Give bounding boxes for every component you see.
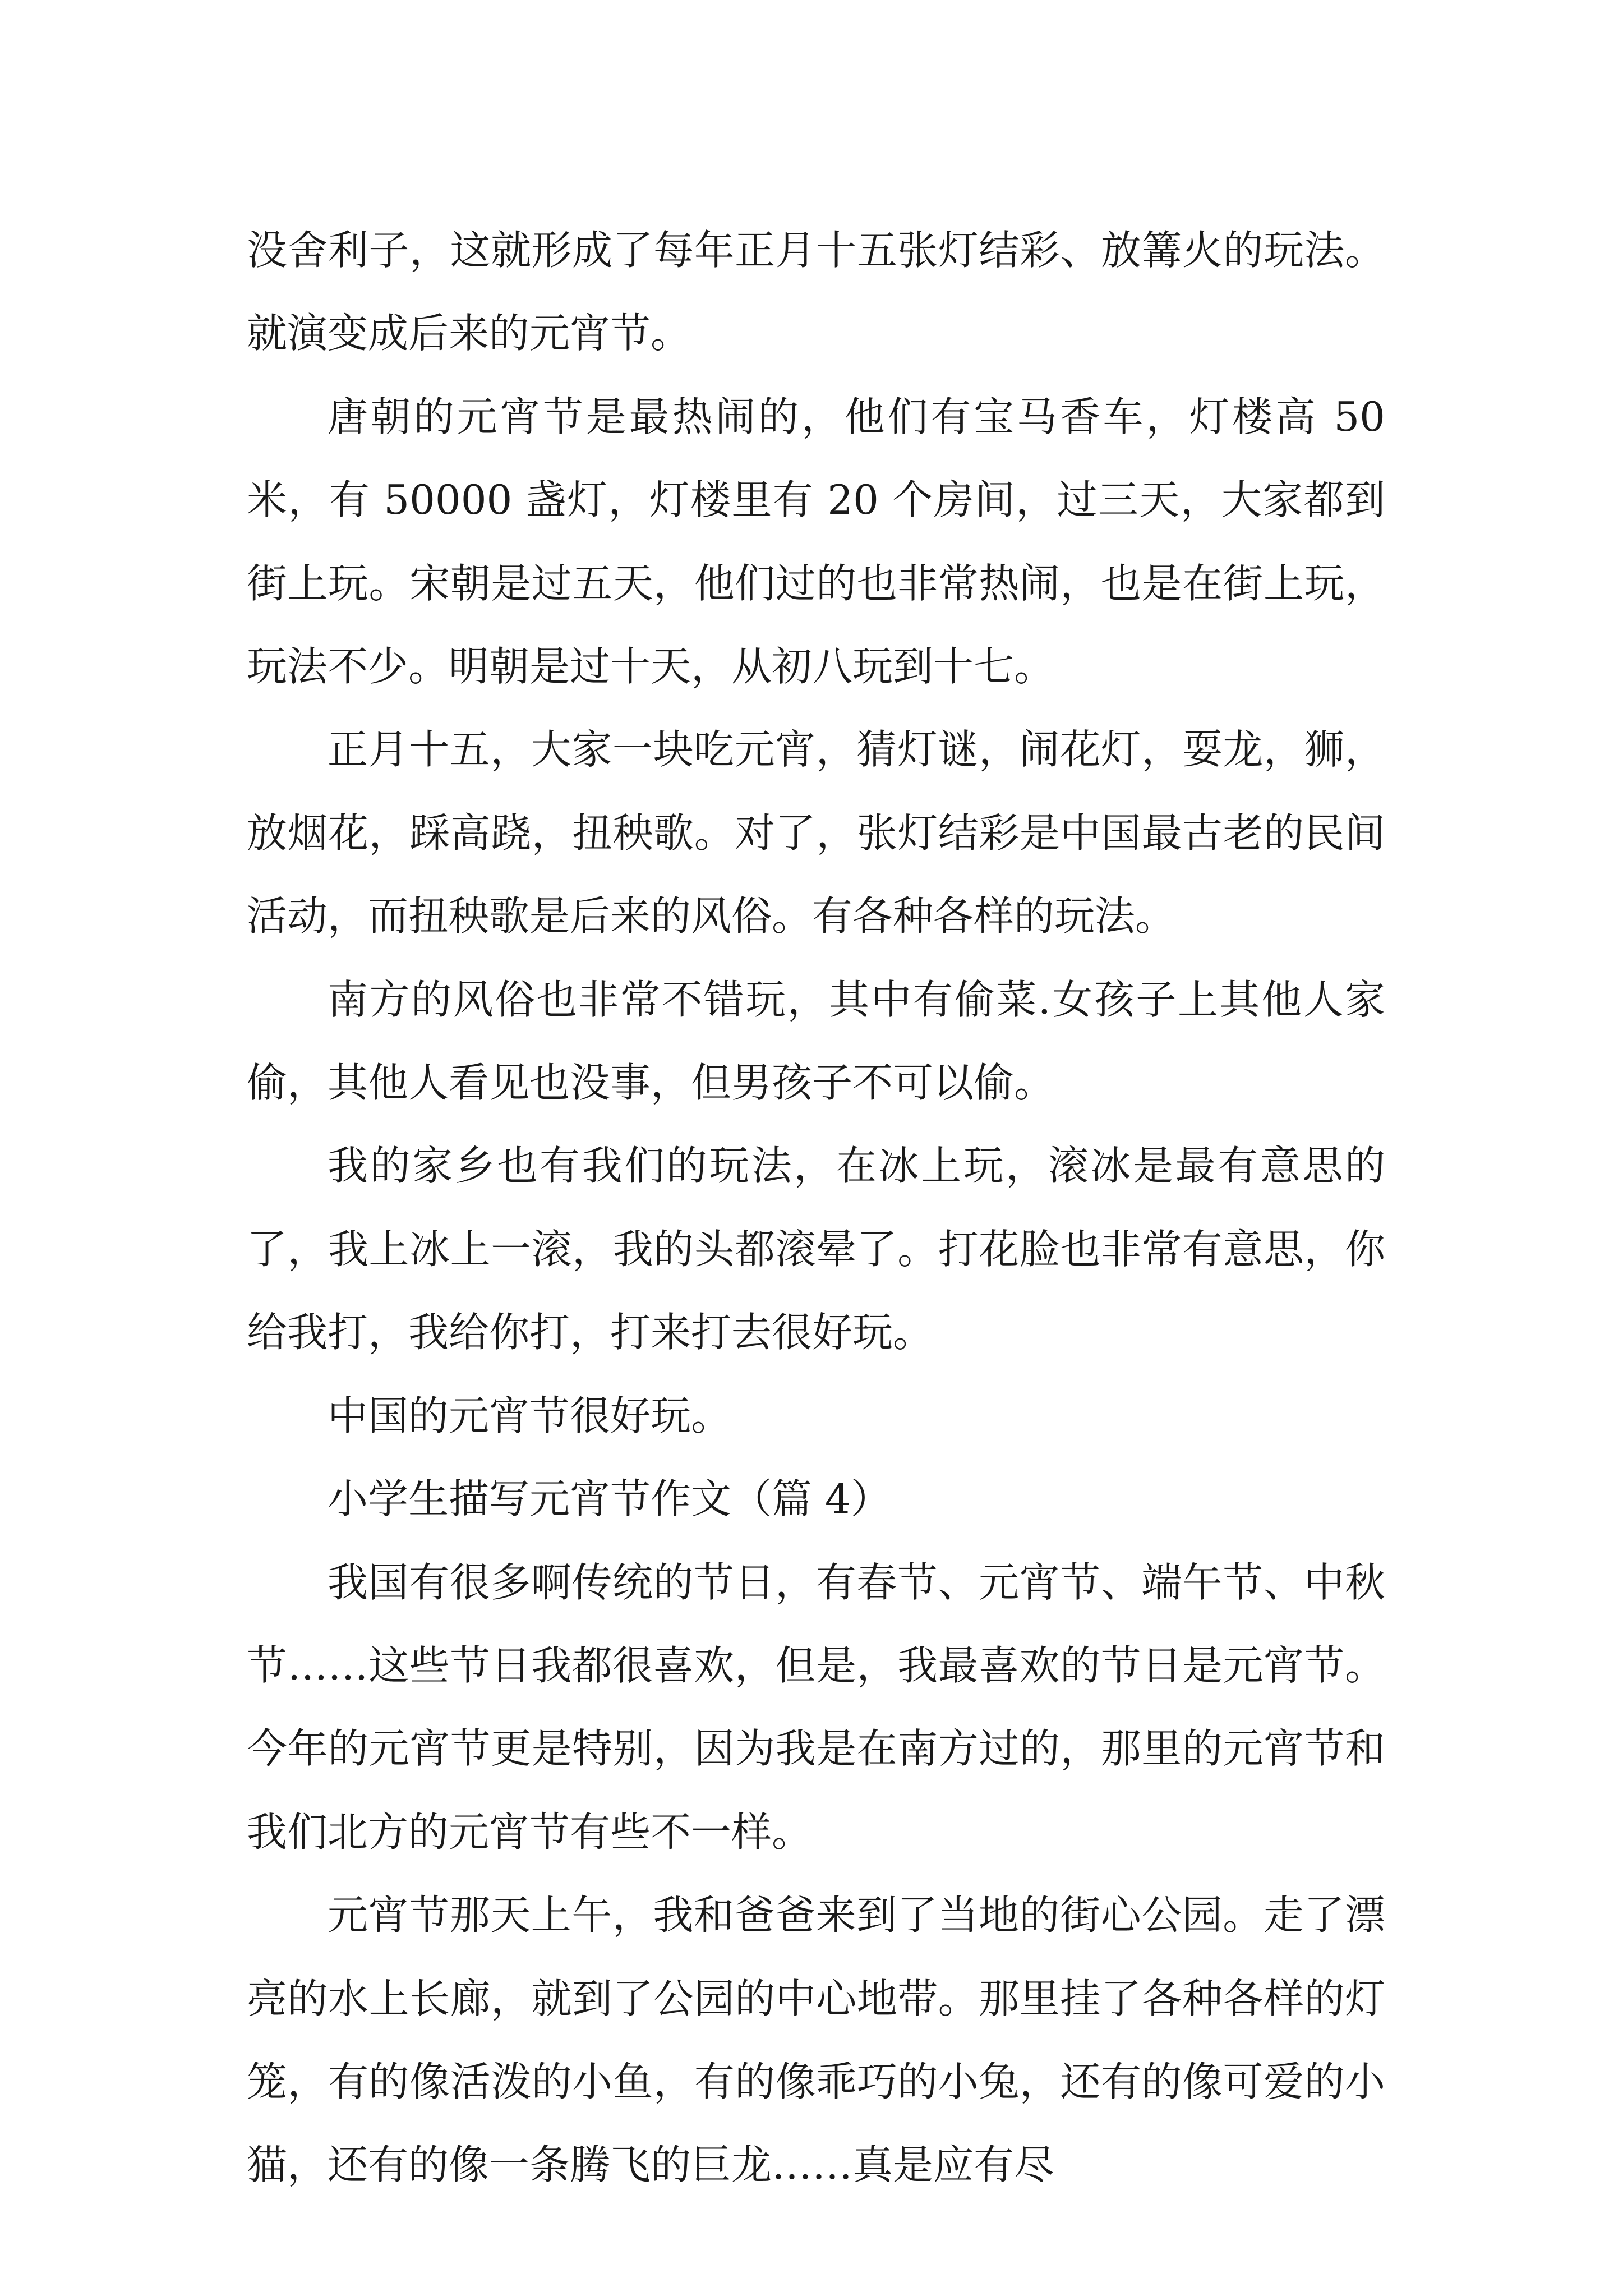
document-body <box>247 209 1385 2207</box>
paragraph-4: 南方的风俗也非常不错玩，其中有偷菜.女孩子上其他人家偷，其他人看见也没事，但男孩子不可以偷。 <box>247 976 1385 1107</box>
paragraph-3: 正月十五，大家一块吃元宵，猜灯谜，闹花灯，耍龙，狮，放烟花，踩高跷，扭秧歌。对了，张灯结彩是中国最古老的民间活动，而扭秧歌是后来的风俗。有各种各样的玩法。 <box>247 726 1385 940</box>
paragraph-7: 我国有很多啊传统的节日，有春节、元宵节、端午节、中秋节……这些节日我都很喜欢，但是，我最喜欢的节日是元宵节。今年的元宵节更是特别，因为我是在南方过的，那里的元宵节和我们北方的元宵节有些不一样。 <box>247 1558 1385 1856</box>
paragraph-2: 唐朝的元宵节是最热闹的，他们有宝马香车，灯楼高 50 米，有 50000 盏灯，灯楼里有 20 个房间，过三天，大家都到街上玩。宋朝是过五天，他们过的也非常热闹，也是在街上玩，玩法不少。明朝是过十天，从初八玩到十七。 <box>247 393 1385 691</box>
paragraph-5: 我的家乡也有我们的玩法，在冰上玩，滚冰是最有意思的了，我上冰上一滚，我的头都滚晕了。打花脸也非常有意思，你给我打，我给你打，打来打去很好玩。 <box>247 1142 1385 1356</box>
section-heading: 小学生描写元宵节作文（篇 4） <box>328 1475 891 1523</box>
paragraph-8: 元宵节那天上午，我和爸爸来到了当地的街心公园。走了漂亮的水上长廊，就到了公园的中心地带。那里挂了各种各样的灯笼，有的像活泼的小鱼，有的像乖巧的小兔，还有的像可爱的小猫，还有的像一条腾飞的巨龙……真是应有尽 <box>247 1892 1385 2189</box>
paragraph-6: 中国的元宵节很好玩。 <box>328 1392 732 1439</box>
paragraph-1: 没舍利子，这就形成了每年正月十五张灯结彩、放篝火的玩法。就演变成后来的元宵节。 <box>247 227 1385 357</box>
